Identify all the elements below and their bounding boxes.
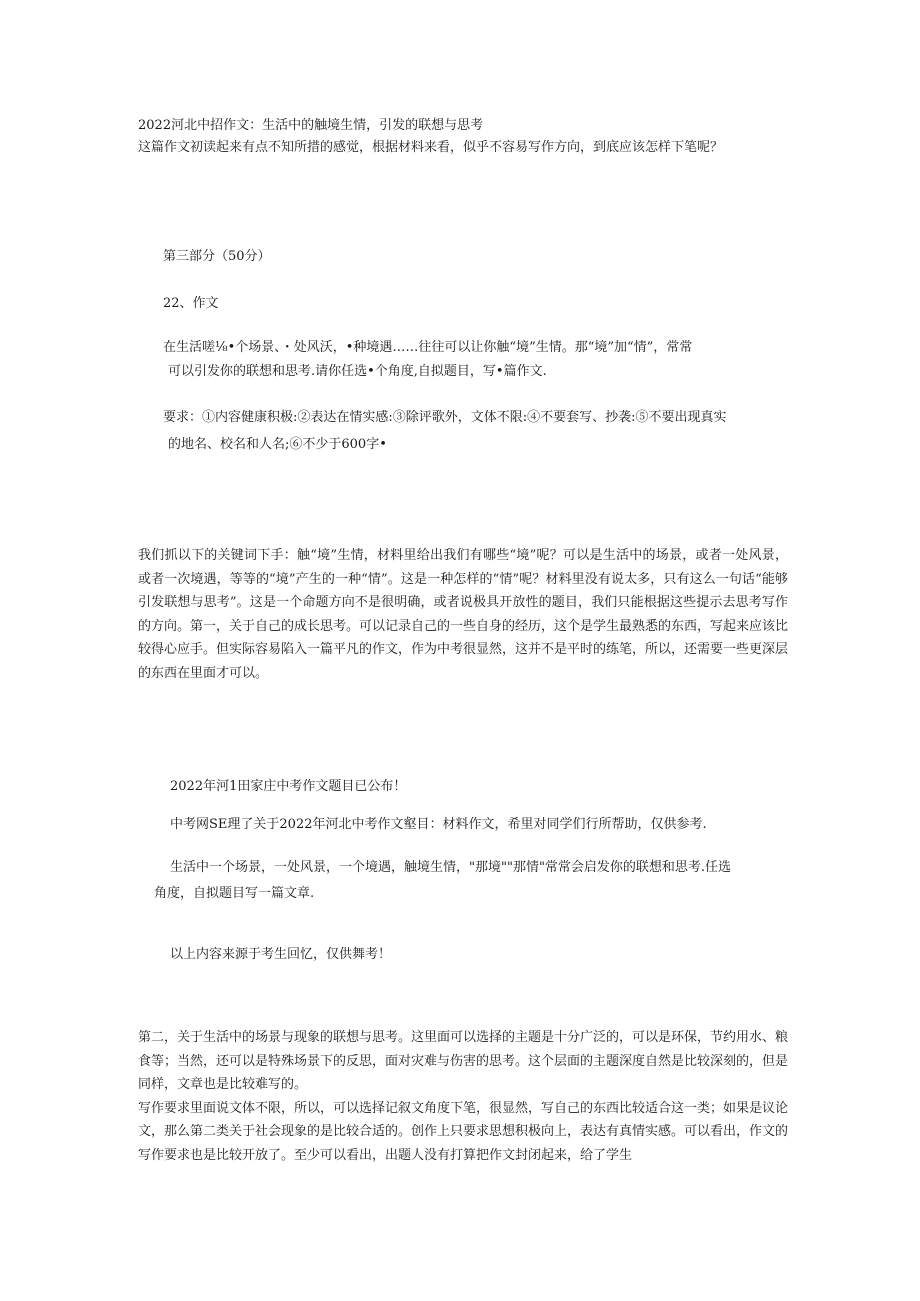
article-title: 2022河北中招作文：生活中的触境生情，引发的联想与思考 — [138, 118, 484, 133]
notice-topic-line-1: 生活中一个场景，一处风景，一个境遇，触境生情，"那境""那情"常常会启发你的联想和思考.任选 — [170, 860, 732, 875]
notice-footnote: 以上内容来源于考生回忆，仅供舞考！ — [170, 947, 392, 962]
requirements-line-2: 的地名、校名和人名;⑥不少于600字• — [168, 437, 387, 452]
analysis-text-2: 第二，关于生活中的场景与现象的联想与思考。这里面可以选择的主题是十分广泛的，可以是环保，节约用水、粮食等；当然，还可以是特殊场景下的反思，面对灾难与伤害的思考。这个层面的主题深度自然是比较深刻的，但是同样，文章也是比较难写的。 — [138, 1030, 789, 1092]
analysis-paragraph-1 — [138, 544, 788, 685]
exam-part-heading: 第三部分（50分） — [163, 249, 271, 264]
notice-topic-line-2: 角度，自拟题目写一篇文章. — [154, 886, 315, 901]
analysis-text-1: 我们抓以下的关键词下手：触“境”生情，材料里给出我们有哪些“境”呢？可以是生活中的场景，或者一处风景，或者一次境遇，等等的“境”产生的一种“情”。这是一种怎样的“情”呢？材料里没有说太多，只有这么一句话“能够引发联想与思考”。这是一个命题方向不是很明确，或者说极具开放性的题目，我们只能根据这些提示去思考写作的方向。第一，关于自己的成长思考。可以记录自己的一些自身的经历，这个是学生最熟悉的东西，写起来应该比较得心应手。但实际容易陷入一篇平凡的作文，作为中考很显然，这并不是平时的练笔，所以，还需要一些更深层的东西在里面才可以。 — [138, 548, 789, 681]
question-prompt-line-1: 在生活嗟⅛•个场景、・处风沃，•种境遇……往往可以让你触“境”生情。那“境”加“情”，常常 — [163, 340, 693, 355]
analysis-text-3: 写作要求里面说文体不限，所以，可以选择记叙文角度下笔，很显然，写自己的东西比较适合这一类；如果是议论文，那么第二类关于社会现象的是比较合适的。创作上只要求思想积极向上，表达有真情实感。可以看出，作文的写作要求也是比较开放了。至少可以看出，出题人没有打算把作文封闭起来，给了学生 — [138, 1100, 789, 1163]
question-prompt-line-2: 可以引发你的联想和思考.请你任选•个角度,自拟题目，写•篇作文. — [168, 364, 547, 379]
analysis-paragraph-2 — [138, 1026, 788, 1167]
intro-paragraph: 这篇作文初读起来有点不知所措的感觉，根据材料来看，似乎不容易写作方向，到底应该怎样下笔呢？ — [138, 140, 724, 155]
notice-headline: 2022年河1田家庄中考作文题目已公布！ — [170, 779, 407, 794]
requirements-line-1: 要求：①内容健康积极:②表达在情实感:③除评歌外，文体不限:④不要套写、抄袭:⑤不要出现真实 — [163, 410, 727, 425]
notice-source: 中考网SE理了关于2022年河北中考作文壑目：材料作文，希里对同学们行所帮助，仅供参考. — [170, 817, 707, 832]
question-number: 22、作文 — [163, 296, 219, 311]
